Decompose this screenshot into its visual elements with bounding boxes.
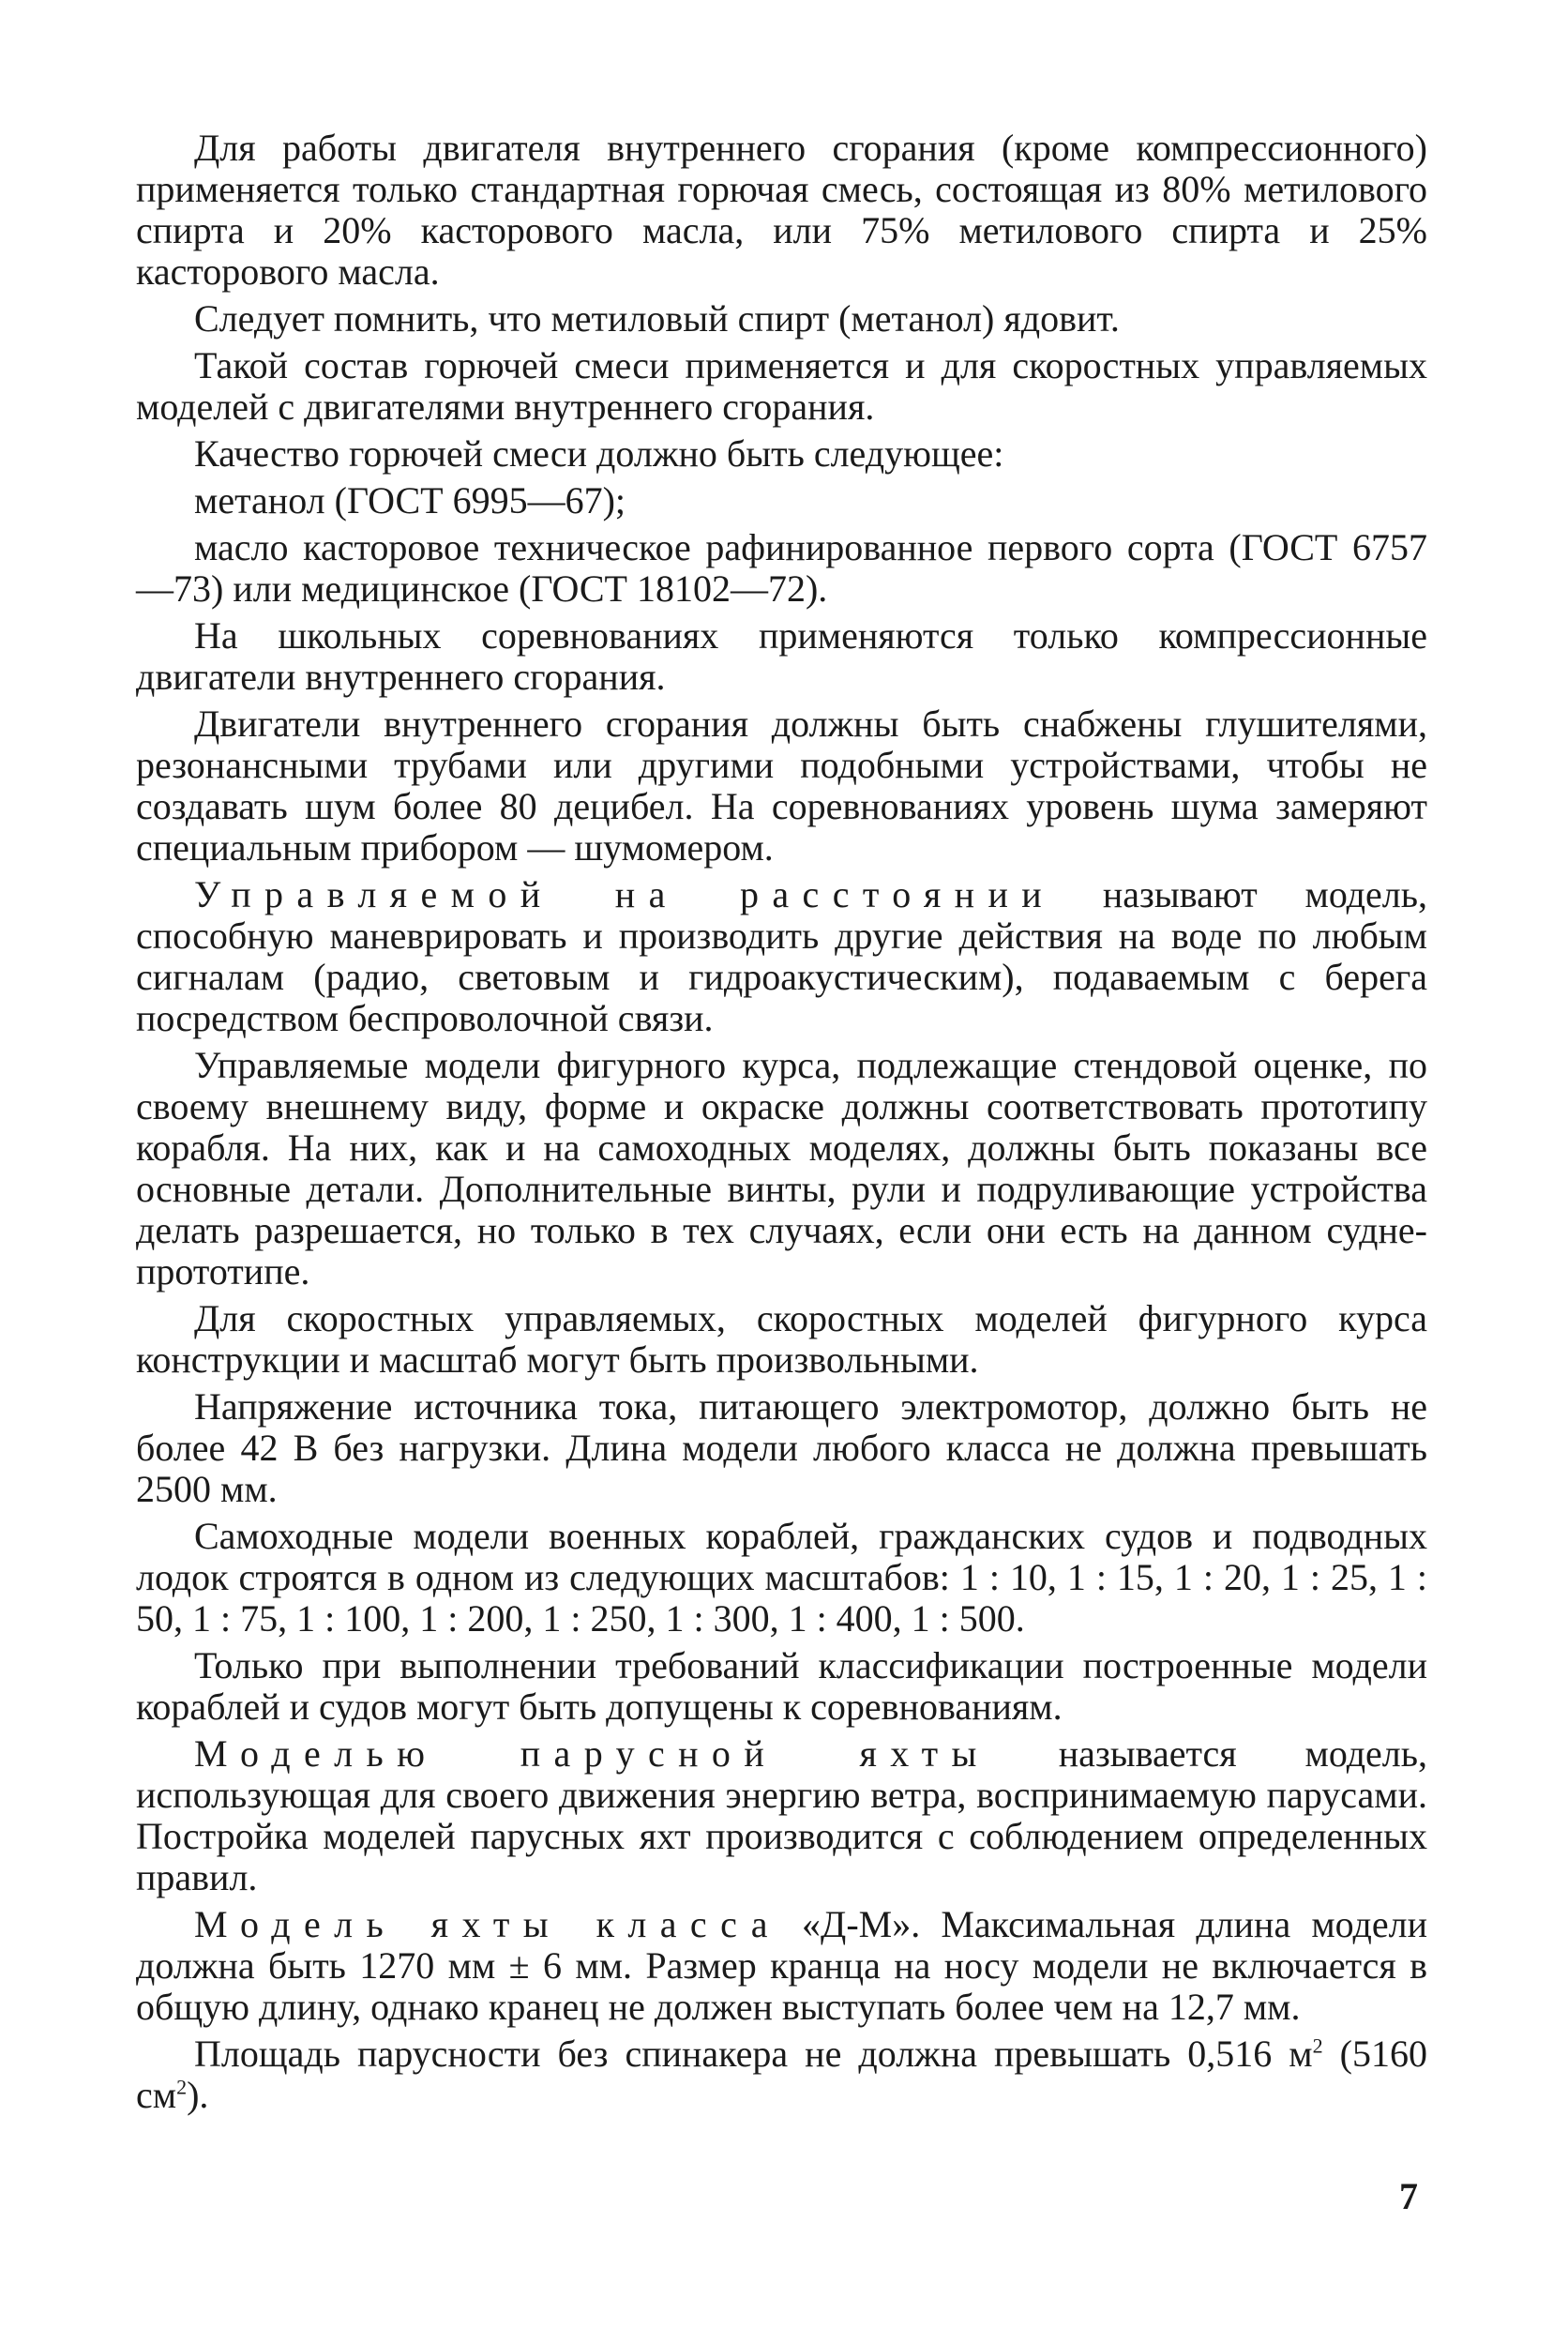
- paragraph-methanol-warning: Следует помнить, что метиловый спирт (метанол) ядовит.: [194, 297, 1120, 340]
- paragraph-school-engines: На школьных соревнованиях применяются только компрессионные двигатели внутреннего сгорания.: [136, 614, 1427, 698]
- paragraph-remote-control: [136, 874, 1427, 1039]
- paragraph-fuel-usage: Такой состав горючей смеси применяется и для скоростных управляемых моделей с двигателями внутреннего сгорания.: [136, 344, 1427, 428]
- sail-area-sup-1: 2: [1312, 2033, 1323, 2058]
- dm-class-text: «Д-М». Максимальная длина модели должна быть 1270 мм ± 6 мм. Размер кранца на носу модели не включается в общую длину, однако кранец не должен выступать более чем на 12,7 мм.: [136, 1903, 1427, 2028]
- remote-control-text: называют модель, способную маневрировать и производить другие действия на воде по любым сигналам (радио, световым и гидроакустическим), подаваемым с берега посредством беспроволочной связи.: [136, 873, 1427, 1039]
- term-sail-yacht: Моделью парусной яхты: [194, 1732, 990, 1775]
- paragraph-voltage: Напряжение источника тока, питающего электромотор, должно быть не более 42 В без нагрузки. Длина модели любого класса не должна превышать 2500 мм.: [136, 1385, 1427, 1510]
- sail-area-text-2: (5160 см: [136, 2033, 1427, 2116]
- paragraph-figure-course: Управляемые модели фигурного курса, подлежащие стендовой оценке, по своему внешнему виду, форме и окраске должны соответствовать прототипу корабля. На них, как и на самоходных моделях, должны быть показаны все основные детали. Дополнительные винты, рули и подруливающие устройства делать разрешается, но только в тех случаях, если они есть на данном судне-прототипе.: [136, 1044, 1427, 1292]
- sail-area-text-3: ).: [187, 2074, 209, 2116]
- paragraph-classification: Только при выполнении требований классификации построенные модели кораблей и судов могут быть допущены к соревнованиям.: [136, 1644, 1427, 1728]
- paragraph-dm-class: [136, 1904, 1427, 2028]
- paragraph-fuel-quality: Качество горючей смеси должно быть следующее:: [194, 432, 1004, 475]
- term-dm-class: Модель яхты класса: [194, 1903, 781, 1945]
- paragraph-oil-gost: масло касторовое техническое рафинированное первого сорта (ГОСТ 6757—73) или медицинское (ГОСТ 18102—72).: [136, 526, 1427, 610]
- paragraph-noise: Двигатели внутреннего сгорания должны быть снабжены глушителями, резонансными трубами или другими подобными устройствами, чтобы не создавать шум более 80 децибел. На соревнованиях уровень шума замеряют специальным прибором — шумомером.: [136, 703, 1427, 869]
- paragraph-methanol-gost: метанол (ГОСТ 6995—67);: [194, 479, 626, 522]
- paragraph-fuel-mixture: Для работы двигателя внутреннего сгорания (кроме компрессионного) применяется только стандартная горючая смесь, состоящая из 80% метилового спирта и 20% касторового масла, или 75% метилового спирта и 25% касторового масла.: [136, 127, 1427, 293]
- sail-area-sup-2: 2: [176, 2075, 188, 2099]
- paragraph-sail-area: [136, 2033, 1427, 2116]
- sail-area-text-1: Площадь парусности без спинакера не должна превышать 0,516 м: [194, 2033, 1313, 2075]
- paragraph-sail-yacht: [136, 1733, 1427, 1898]
- term-remote-control: Управляемой на расстоянии: [194, 873, 1056, 915]
- paragraph-scales: Самоходные модели военных кораблей, гражданских судов и подводных лодок строятся в одном из следующих масштабов: 1 : 10, 1 : 15, 1 : 20, 1 : 25, 1 : 50, 1 : 75, 1 : 100, 1 : 200, 1 : 250, 1 : 300, 1 : 400, 1 : 500.: [136, 1515, 1427, 1640]
- paragraph-speed-models: Для скоростных управляемых, скоростных моделей фигурного курса конструкции и масштаб могут быть произвольными.: [136, 1297, 1427, 1381]
- sail-yacht-text: называется модель, использующая для своего движения энергию ветра, воспринимаемую парусами. Постройка моделей парусных яхт производится с соблюдением определенных правил.: [136, 1732, 1428, 1898]
- page-number: 7: [1399, 2175, 1418, 2217]
